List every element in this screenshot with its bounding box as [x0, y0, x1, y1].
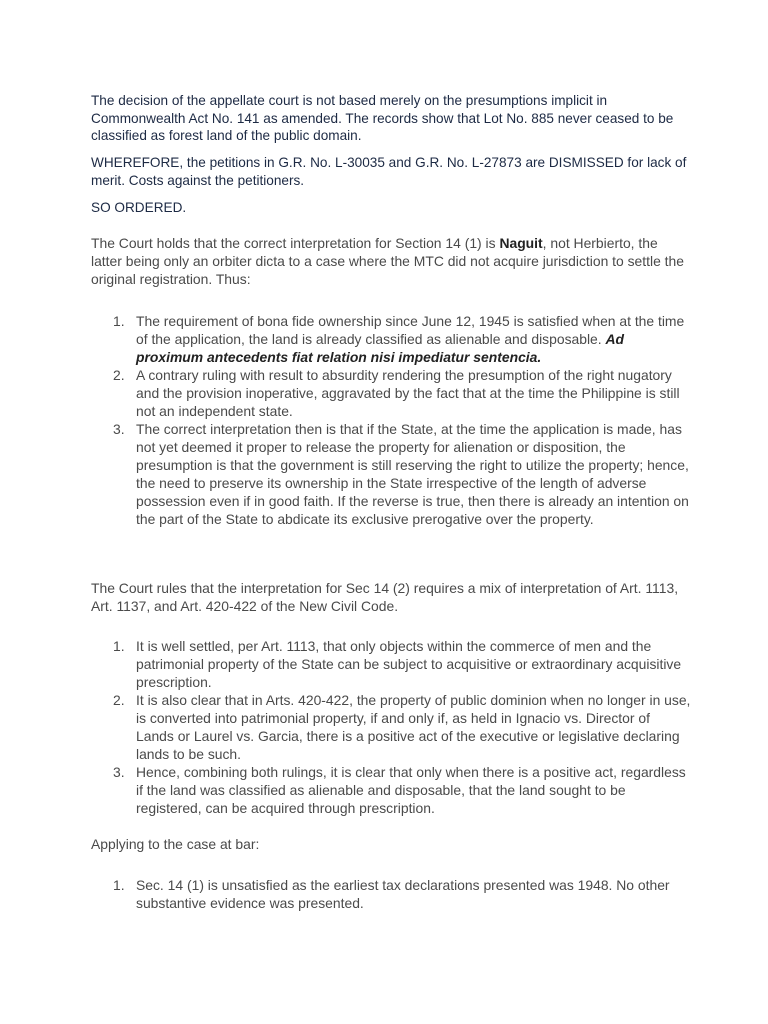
- paragraph-appellate-decision: The decision of the appellate court is not based merely on the presumptions implicit in Commonwealth Act No. 141 as amended. The records show that Lot No. 885 never ceased to be classified as forest land of the public domain.: [91, 93, 674, 143]
- list-item-number: 3.: [113, 764, 125, 780]
- list-item-text: The correct interpretation then is that if the State, at the time the application is made, has not yet deemed it proper to release the property for alienation or disposition, the presumption is that the government is still reserving the right to utilize the property; hence, the need to preserve its ownership in the State irrespective of the length of adverse possession even if in good faith. If the reverse is true, then there is already an intention on the part of the State to abdicate its exclusive prerogative over the property.: [136, 421, 689, 527]
- list-item-number: 1.: [113, 877, 125, 893]
- list-item: [91, 420, 691, 528]
- list-item-number: 1.: [113, 638, 125, 654]
- list-item-text: A contrary ruling with result to absurdity rendering the presumption of the right nugatory and the provision inoperative, aggravated by the fact that at the time the Philippine is still not an independent state.: [136, 367, 680, 419]
- list-item: [91, 366, 691, 420]
- court-holds-text-start: The Court holds that the correct interpretation for Section 14 (1) is: [91, 235, 500, 251]
- paragraph-court-holds: [91, 234, 691, 288]
- paragraph-so-ordered: SO ORDERED.: [91, 200, 187, 215]
- paragraph-court-rules: The Court rules that the interpretation for Sec 14 (2) requires a mix of interpretation of Art. 1113, Art. 1137, and Art. 420-422 of the New Civil Code.: [91, 580, 679, 614]
- case-name-naguit: Naguit: [499, 235, 543, 251]
- list-item: [91, 691, 691, 763]
- paragraph-applying: Applying to the case at bar:: [91, 836, 260, 852]
- list-item-number: 2.: [113, 367, 125, 383]
- list-item: [91, 876, 691, 912]
- list-item-text: Sec. 14 (1) is unsatisfied as the earliest tax declarations presented was 1948. No other substantive evidence was presented.: [136, 877, 670, 911]
- latin-maxim: Ad proximum antecedents fiat relation nisi impediatur sentencia.: [136, 331, 625, 365]
- list-item-text: The requirement of bona fide ownership since June 12, 1945 is satisfied when at the time of the application, the land is already classified as alienable and disposable.: [136, 313, 685, 347]
- list-item-number: 2.: [113, 692, 125, 708]
- list-section-14-2: [91, 637, 691, 817]
- list-item: [91, 312, 691, 366]
- list-item-text: It is well settled, per Art. 1113, that only objects within the commerce of men and the patrimonial property of the State can be subject to acquisitive or extraordinary acquisitive prescription.: [136, 638, 682, 690]
- list-item-number: 1.: [113, 313, 125, 329]
- list-item-number: 3.: [113, 421, 125, 437]
- list-section-14-1: [91, 312, 691, 528]
- list-case-at-bar: [91, 876, 691, 912]
- list-item-text: Hence, combining both rulings, it is clear that only when there is a positive act, regardless if the land was classified as alienable and disposable, that the land sought to be registered, can be acquired through prescription.: [136, 764, 686, 816]
- list-item: [91, 637, 691, 691]
- list-item-text: It is also clear that in Arts. 420-422, the property of public dominion when no longer in use, is converted into patrimonial property, if and only if, as held in Ignacio vs. Director of Lands or Laurel vs. Garcia, there is a positive act of the executive or legislative declaring lands to be such.: [136, 692, 691, 762]
- court-holds-text-end: , not Herbierto, the latter being only an orbiter dicta to a case where the MTC did not acquire jurisdiction to settle the original registration. Thus:: [91, 235, 684, 287]
- list-item: [91, 763, 691, 817]
- paragraph-wherefore: WHEREFORE, the petitions in G.R. No. L-30035 and G.R. No. L-27873 are DISMISSED for lack of merit. Costs against the petitioners.: [91, 155, 687, 188]
